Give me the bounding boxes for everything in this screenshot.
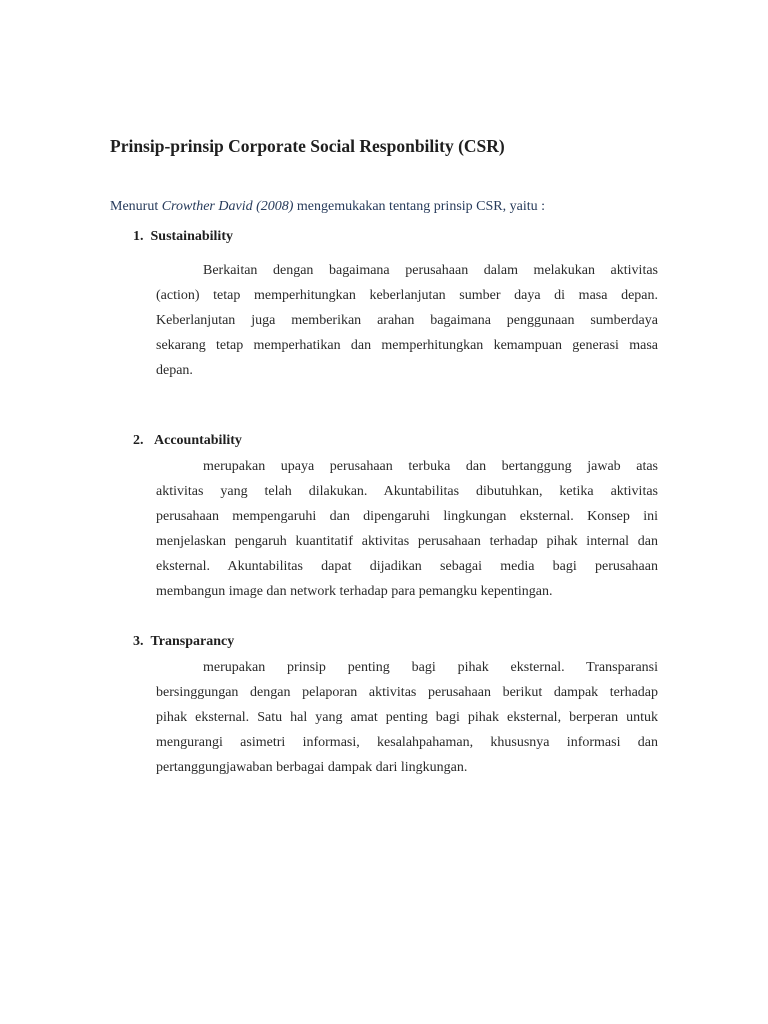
paragraph-line: Keberlanjutan juga memberikan arahan bagaimana penggunaan sumberdaya	[156, 313, 658, 328]
paragraph-line: membangun image dan network terhadap para pemangku kepentingan.	[156, 584, 553, 599]
item-heading-accountability	[133, 433, 242, 449]
item-number: 3.	[133, 634, 144, 649]
paragraph-line: mengurangi asimetri informasi, kesalahpahaman, khususnya informasi dan	[156, 735, 658, 750]
item-heading-label: Accountability	[154, 433, 242, 448]
paragraph-line: Berkaitan dengan bagaimana perusahaan dalam melakukan aktivitas	[203, 263, 658, 278]
paragraph-line: eksternal. Akuntabilitas dapat dijadikan sebagai media bagi perusahaan	[156, 559, 658, 574]
paragraph-line: perusahaan mempengaruhi dan dipengaruhi lingkungan eksternal. Konsep ini	[156, 509, 658, 524]
intro-suffix: mengemukakan tentang prinsip CSR, yaitu :	[293, 199, 545, 214]
paragraph-line: pertanggungjawaban berbagai dampak dari lingkungan.	[156, 760, 468, 775]
item-heading-label: Sustainability	[150, 229, 233, 244]
intro-prefix: Menurut	[110, 199, 162, 214]
paragraph-line: merupakan prinsip penting bagi pihak eksternal. Transparansi	[203, 660, 658, 675]
item-number: 2.	[133, 433, 144, 448]
paragraph-line: aktivitas yang telah dilakukan. Akuntabilitas dibutuhkan, ketika aktivitas	[156, 484, 658, 499]
paragraph-line: bersinggungan dengan pelaporan aktivitas perusahaan berikut dampak terhadap	[156, 685, 658, 700]
intro-author: Crowther David (2008)	[161, 199, 294, 214]
paragraph-line: pihak eksternal. Satu hal yang amat penting bagi pihak eksternal, berperan untuk	[156, 710, 658, 725]
paragraph-line: (action) tetap memperhitungkan keberlanjutan sumber daya di masa depan.	[156, 288, 658, 303]
paragraph-line: merupakan upaya perusahaan terbuka dan bertanggung jawab atas	[203, 459, 658, 474]
paragraph-line: menjelaskan pengaruh kuantitatif aktivitas perusahaan terhadap pihak internal dan	[156, 534, 658, 549]
paragraph-line: sekarang tetap memperhatikan dan memperhitungkan kemampuan generasi masa	[156, 338, 658, 353]
item-number: 1.	[133, 229, 144, 244]
item-heading-sustainability	[133, 229, 233, 245]
paragraph-line: depan.	[156, 363, 193, 378]
page-title: Prinsip-prinsip Corporate Social Responbility (CSR)	[110, 136, 505, 156]
item-heading-label: Transparancy	[150, 634, 235, 649]
intro-paragraph	[110, 199, 545, 215]
item-heading-transparancy	[133, 634, 234, 650]
